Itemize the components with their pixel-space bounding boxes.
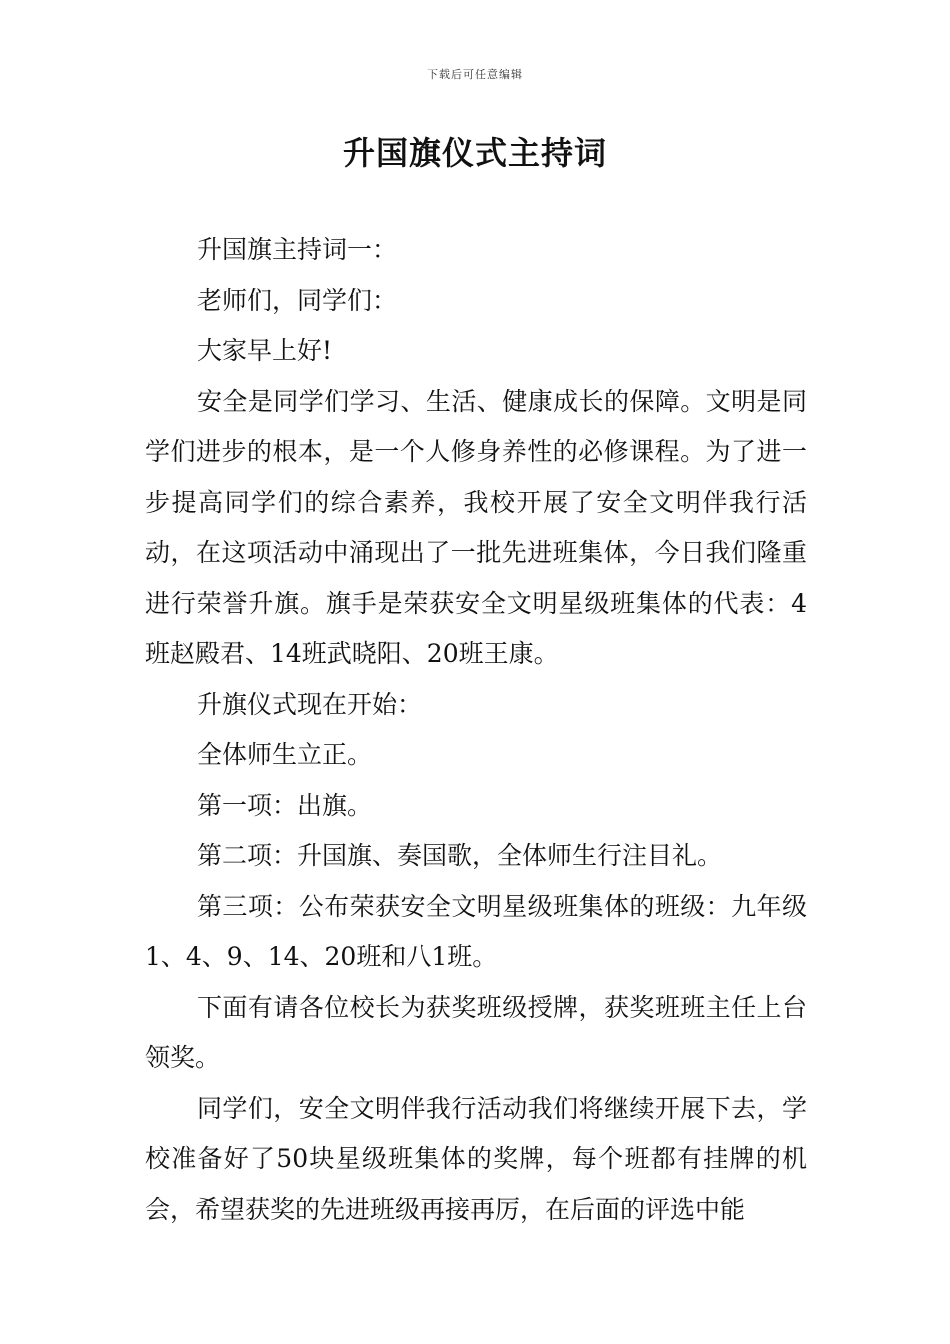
paragraph-item-three: 第三项：公布荣获安全文明星级班集体的班级：九年级1、4、9、14、20班和八1班。 — [145, 891, 807, 971]
paragraph-award: 下面有请各位校长为获奖班级授牌，获奖班班主任上台领奖。 — [145, 992, 807, 1072]
paragraph-greeting: 大家早上好! — [197, 336, 333, 365]
paragraph-item-one: 第一项：出旗。 — [197, 790, 373, 820]
document-title: 升国旗仪式主持词 — [342, 134, 607, 172]
paragraph-opening-heading: 升国旗主持词一： — [197, 235, 398, 264]
paragraph-ceremony-start: 升旗仪式现在开始： — [197, 689, 423, 719]
paragraph-salutation: 老师们，同学们： — [197, 285, 398, 315]
header-note: 下载后可任意编辑 — [427, 68, 523, 81]
paragraph-introduction: 安全是同学们学习、生活、健康成长的保障。文明是同学们进步的根本，是一个人修身养性的必修课程。为了进一步提高同学们的综合素养，我校开展了安全文明伴我行活动，在这项活动中涌现出了一批先进班集体，今日我们隆重进行荣誉升旗。旗手是荣获安全文明星级班集体的代表：4班赵殿君、14班武晓阳、20班王康。 — [145, 386, 807, 668]
paragraph-attention: 全体师生立正。 — [197, 740, 373, 769]
document-body — [145, 225, 807, 1235]
paragraph-closing: 同学们，安全文明伴我行活动我们将继续开展下去，学校准备好了50块星级班集体的奖牌，每个班都有挂牌的机会，希望获奖的先进班级再接再厉，在后面的评选中能 — [145, 1093, 807, 1224]
paragraph-item-two: 第二项：升国旗、奏国歌，全体师生行注目礼。 — [197, 841, 723, 870]
